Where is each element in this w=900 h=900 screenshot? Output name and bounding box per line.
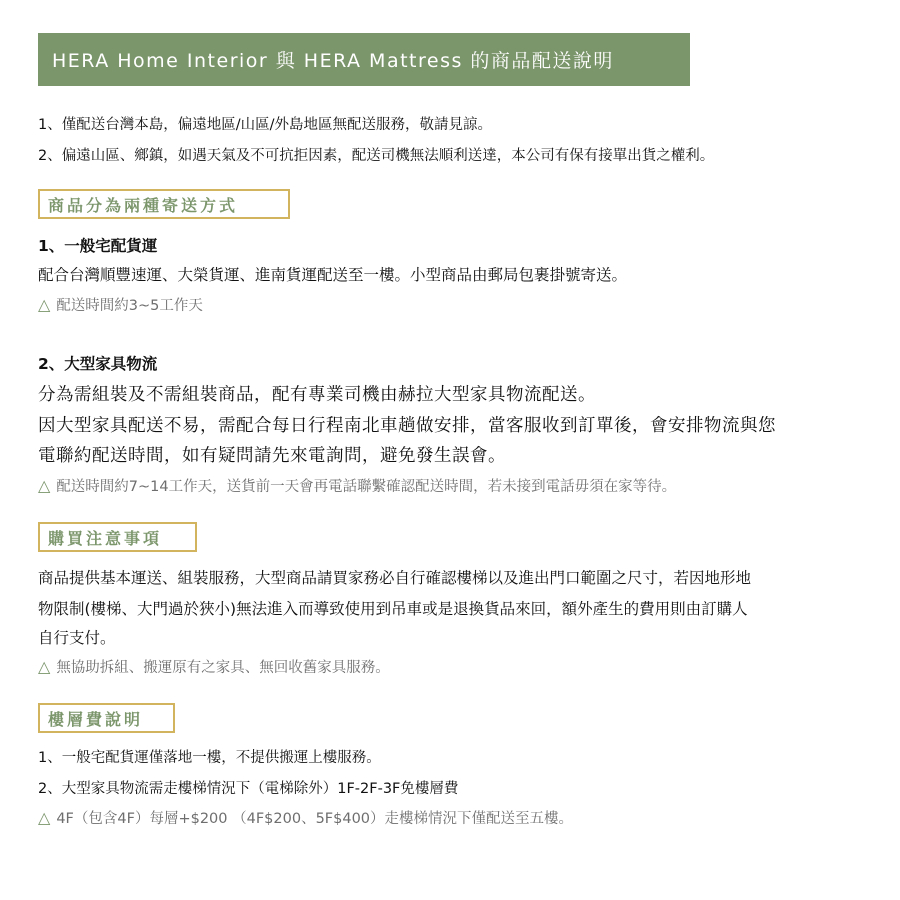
method2-note-text: 配送時間約7~14工作天，送貨前一天會再電話聯繫確認配送時間，若未接到電話毋須在家等待。 (56, 479, 677, 495)
floor-fee-heading: 樓層費說明 (38, 703, 175, 733)
notice-note-text: 無協助拆組、搬運原有之家具、無回收舊家具服務。 (56, 660, 390, 676)
intro-line-1: 1、僅配送台灣本島，偏遠地區/山區/外島地區無配送服務，敬請見諒。 (38, 117, 492, 133)
floor-fee-line-2: 2、大型家具物流需走樓梯情況下（電梯除外）1F-2F-3F免樓層費 (38, 781, 459, 797)
method1-desc: 配合台灣順豐速運、大榮貨運、進南貨運配送至一樓。小型商品由郵局包裹掛號寄送。 (38, 266, 628, 284)
warning-triangle-icon: △ (38, 657, 51, 676)
shipping-methods-heading: 商品分為兩種寄送方式 (38, 189, 290, 219)
method1-note-text: 配送時間約3~5工作天 (56, 298, 203, 314)
method2-line-2: 因大型家具配送不易，需配合每日行程南北車趟做安排，當客服收到訂單後，會安排物流與您 (38, 416, 776, 436)
notice-line-2: 物限制(樓梯、大門過於狹小)無法進入而導致使用到吊車或是退換貨品來回，額外產生的費用則由訂購人 (38, 600, 748, 618)
page-title: HERA Home Interior 與 HERA Mattress 的商品配送說明 (38, 33, 690, 86)
method2-line-3: 電聯約配送時間，如有疑問請先來電詢問，避免發生誤會。 (38, 446, 506, 466)
method2-title: 2、大型家具物流 (38, 355, 158, 373)
notice-note (38, 656, 390, 677)
warning-triangle-icon: △ (38, 295, 51, 314)
method2-line-1: 分為需組裝及不需組裝商品，配有專業司機由赫拉大型家具物流配送。 (38, 385, 596, 405)
floor-fee-note-text: 4F（包含4F）每層+$200 （4F$200、5F$400）走樓梯情況下僅配送至五樓。 (56, 811, 574, 827)
warning-triangle-icon: △ (38, 476, 51, 495)
method1-note (38, 294, 203, 315)
floor-fee-line-1: 1、一般宅配貨運僅落地一樓，不提供搬運上樓服務。 (38, 750, 381, 766)
method2-note (38, 475, 676, 496)
warning-triangle-icon: △ (38, 808, 51, 827)
method1-title: 1、一般宅配貨運 (38, 237, 158, 255)
floor-fee-note (38, 807, 573, 828)
intro-line-2: 2、偏遠山區、鄉鎮，如遇天氣及不可抗拒因素，配送司機無法順利送達，本公司有保有接單出貨之權利。 (38, 148, 715, 164)
notice-line-3: 自行支付。 (38, 629, 116, 647)
notice-line-1: 商品提供基本運送、組裝服務，大型商品請買家務必自行確認樓梯以及進出門口範圍之尺寸，若因地形地 (38, 569, 752, 587)
purchase-notice-heading: 購買注意事項 (38, 522, 197, 552)
